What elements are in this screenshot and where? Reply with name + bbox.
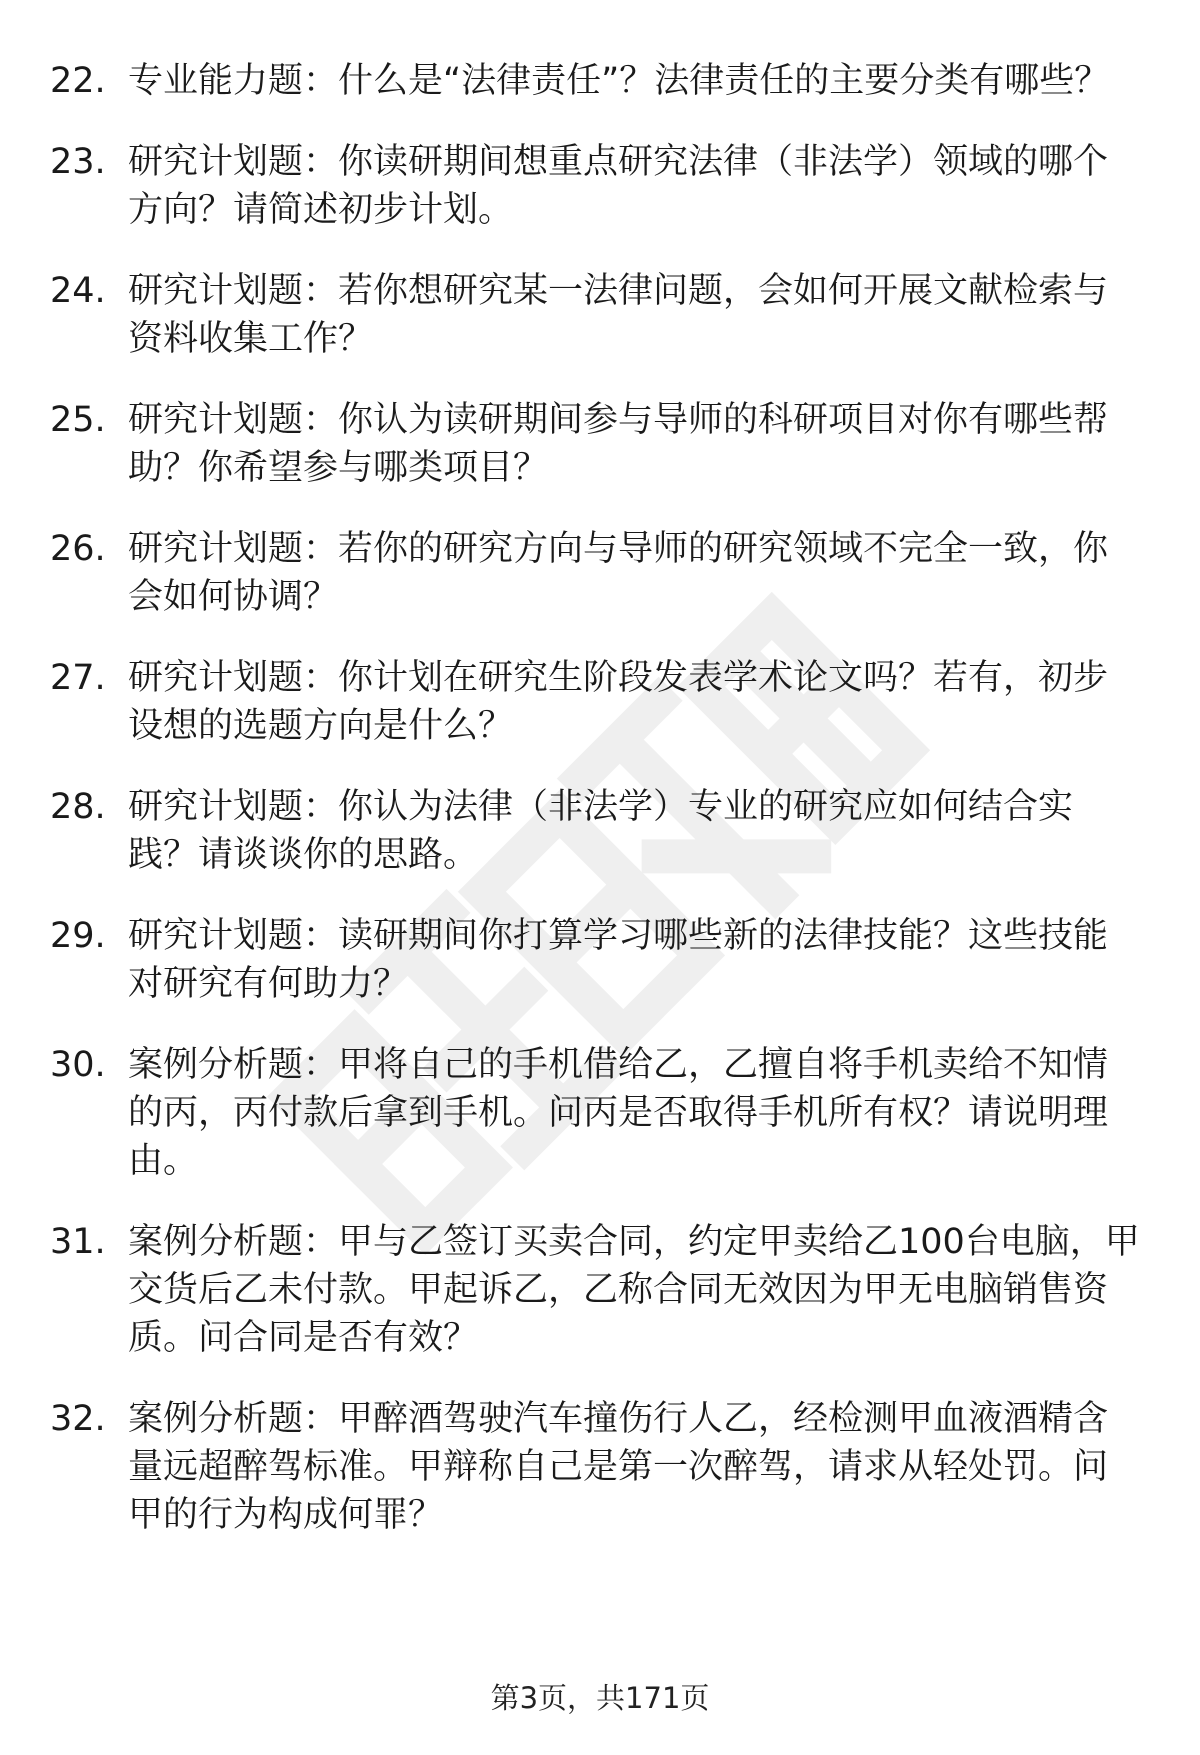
- question-number: 29.: [50, 916, 106, 956]
- question-number: 32.: [50, 1399, 106, 1439]
- question-text: 案例分析题：甲与乙签订买卖合同，约定甲卖给乙100台电脑，甲交货后乙未付款。甲起诉乙，乙称合同无效因为甲无电脑销售资质。问合同是否有效？: [128, 1222, 1140, 1358]
- question-number: 26.: [50, 529, 106, 569]
- question-text: 研究计划题：你读研期间想重点研究法律（非法学）领域的哪个方向？请简述初步计划。: [128, 142, 1109, 230]
- question-number: 31.: [50, 1222, 106, 1262]
- question-item-31: [50, 1218, 1140, 1362]
- question-item-27: [50, 654, 1140, 750]
- question-number: 23.: [50, 142, 106, 182]
- question-text: 研究计划题：你计划在研究生阶段发表学术论文吗？若有，初步设想的选题方向是什么？: [128, 658, 1109, 746]
- question-number: 28.: [50, 787, 106, 827]
- question-text: 研究计划题：你认为读研期间参与导师的科研项目对你有哪些帮助？你希望参与哪类项目？: [128, 400, 1109, 488]
- page-footer: 第3页，共171页: [490, 1681, 710, 1715]
- question-item-23: [50, 138, 1140, 234]
- question-number: 27.: [50, 658, 106, 698]
- question-item-29: [50, 912, 1140, 1008]
- question-item-25: [50, 396, 1140, 492]
- question-number: 25.: [50, 400, 106, 440]
- question-item-26: [50, 525, 1140, 621]
- question-number: 30.: [50, 1045, 106, 1085]
- question-text: 专业能力题：什么是“法律责任”？法律责任的主要分类有哪些？: [128, 61, 1110, 101]
- question-item-32: [50, 1395, 1140, 1539]
- question-item-24: [50, 267, 1140, 363]
- question-text: 案例分析题：甲醉酒驾驶汽车撞伤行人乙，经检测甲血液酒精含量远超醉驾标准。甲辩称自己是第一次醉驾，请求从轻处罚。问甲的行为构成何罪？: [128, 1399, 1109, 1535]
- question-number: 22.: [50, 61, 106, 101]
- question-text: 研究计划题：若你想研究某一法律问题，会如何开展文献检索与资料收集工作？: [128, 271, 1109, 359]
- question-list: [50, 57, 1140, 1572]
- question-text: 研究计划题：你认为法律（非法学）专业的研究应如何结合实践？请谈谈你的思路。: [128, 787, 1074, 875]
- question-number: 24.: [50, 271, 106, 311]
- question-item-28: [50, 783, 1140, 879]
- question-text: 案例分析题：甲将自己的手机借给乙，乙擅自将手机卖给不知情的丙，丙付款后拿到手机。问丙是否取得手机所有权？请说明理由。: [128, 1045, 1109, 1181]
- question-item-22: [50, 57, 1140, 105]
- question-text: 研究计划题：读研期间你打算学习哪些新的法律技能？这些技能对研究有何助力？: [128, 916, 1109, 1004]
- question-text: 研究计划题：若你的研究方向与导师的研究领域不完全一致，你会如何协调？: [128, 529, 1109, 617]
- question-item-30: [50, 1041, 1140, 1185]
